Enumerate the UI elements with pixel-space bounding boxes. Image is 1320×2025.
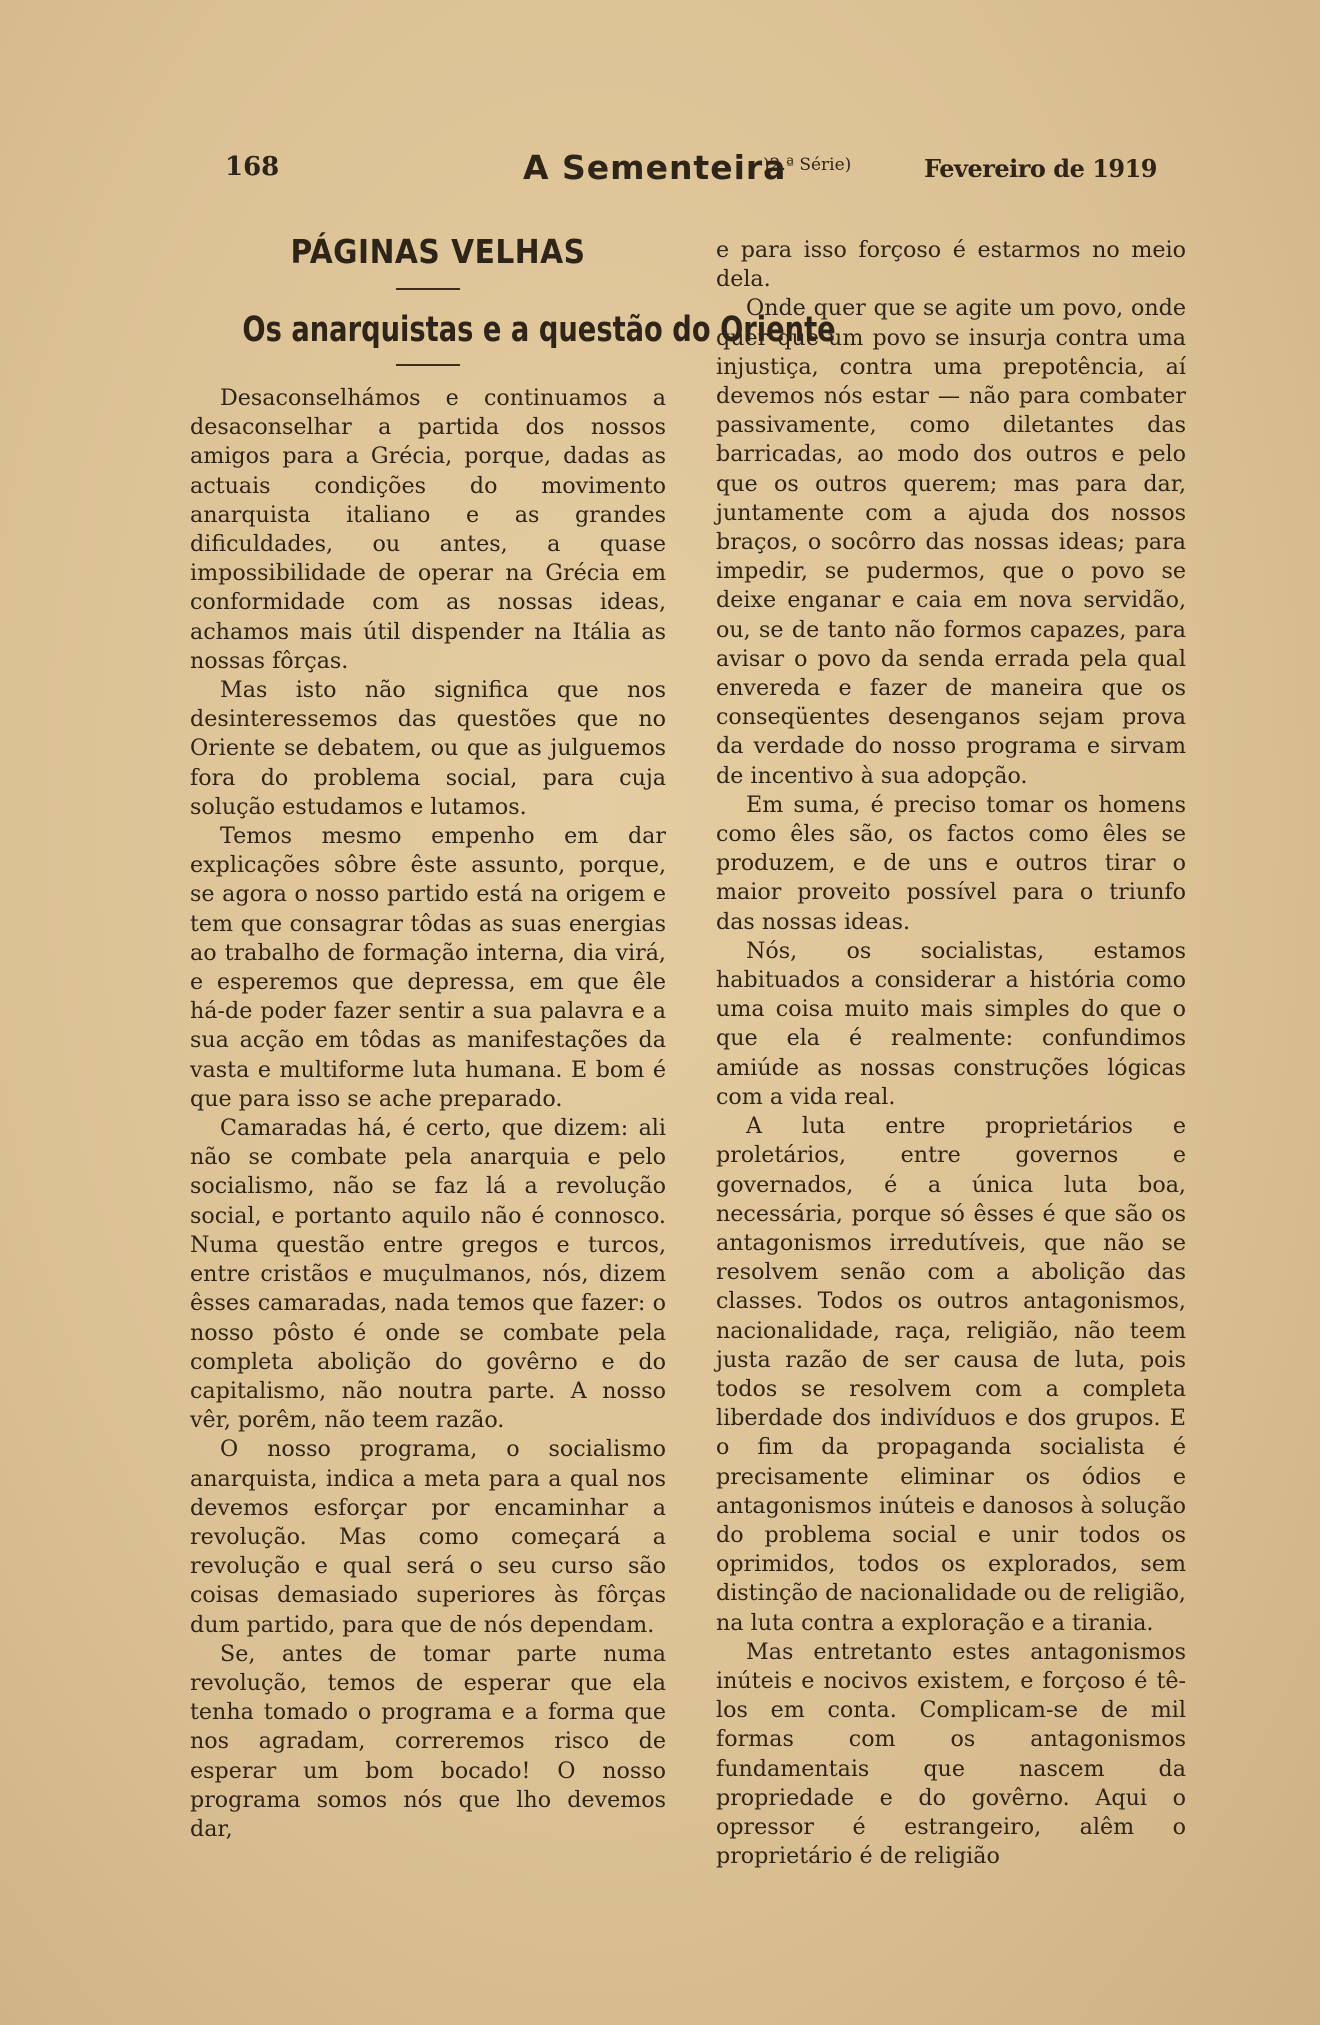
divider-rule bbox=[396, 364, 460, 366]
journal-title: A Sementeira bbox=[523, 148, 787, 187]
paragraph: Camaradas há, é certo, que dizem: ali não se combate pela anarquia e pelo socialismo, não se faz lá a revolução social, e portanto aquilo não é connosco. Numa questão entre gregos e turcos, entre cristãos e muçulmanos, nós, dizem êsses camaradas, nada temos que fazer: o nosso pôsto é onde se combate pela completa abolição do govêrno e do capitalismo, não noutra parte. A nosso vêr, porêm, não teem razão. bbox=[190, 1115, 666, 1434]
section-kicker: PÁGINAS VELHAS bbox=[290, 232, 586, 271]
paragraph: Nós, os socialistas, estamos habituados a considerar a história como uma coisa muito mais simples do que o que ela é realmente: confundimos amiúde as nossas construções lógicas com a vida real. bbox=[716, 937, 1186, 1110]
paragraph: Temos mesmo empenho em dar explicações sôbre êste assunto, porque, se agora o nosso partido está na origem e tem que consagrar tôdas as suas energias ao trabalho de formação interna, dia virá, e esperemos que depressa, em que êle há-de poder fazer sentir a sua palavra e a sua acção em tôdas as manifestações da vasta e multiforme luta humana. E bom é que para isso se ache preparado. bbox=[190, 823, 666, 1112]
paragraph-continued: e para isso forçoso é estarmos no meio dela. bbox=[716, 237, 1186, 293]
divider-rule bbox=[396, 288, 460, 290]
paragraph: Se, antes de tomar parte numa revolução, temos de esperar que ela tenha tomado o programa e a forma que nos agradam, correremos risco de esperar um bom bocado! O nosso programa somos nós que lho devemos dar, bbox=[190, 1640, 666, 1842]
right-column bbox=[716, 236, 1186, 1871]
paragraph: Em suma, é preciso tomar os homens como êles são, os factos como êles se produzem, e de uns e outros tirar o maior proveito possível para o triunfo das nossas ideas. bbox=[716, 791, 1186, 935]
paragraph: Onde quer que se agite um povo, onde quer que um povo se insurja contra uma injustiça, contra uma prepotência, aí devemos nós estar — não para combater passivamente, como diletantes das barricadas, ao modo dos outros e pelo que os outros querem; mas para dar, juntamente com a ajuda dos nossos braços, o socôrro das nossas ideas; para impedir, se pudermos, que o povo se deixe enganar e caia em nova servidão, ou, se de tanto não formos capazes, para avisar o povo da senda errada pela qual envereda e fazer de maneira que os conseqüentes desenganos sejam prova da verdade do nosso programa e sirvam de incentivo à sua adopção. bbox=[716, 295, 1186, 789]
paragraph: O nosso programa, o socialismo anarquista, indica a meta para a qual nos devemos esforçar por encaminhar a revolução. Mas como começará a revolução e qual será o seu curso são coisas demasiado superiores às fôrças dum partido, para que de nós dependam. bbox=[190, 1436, 666, 1638]
paragraph: A luta entre proprietários e proletários, entre governos e governados, é a única luta boa, necessária, porque só êsses é que são os antagonismos irredutíveis, que não se resolvem senão com a abolição das classes. Todos os outros antagonismos, nacionalidade, raça, religião, não teem justa razão de ser causa de luta, pois todos se resolvem com a completa liberdade dos indivíduos e dos grupos. E o fim da propaganda socialista é precisamente eliminar os ódios e antagonismos inúteis e danosos à solução do problema social e unir todos os oprimidos, todos os explorados, sem distinção de nacionalidade ou de religião, na luta contra a exploração e a tirania. bbox=[716, 1113, 1186, 1636]
left-column bbox=[190, 232, 836, 1844]
issue-date: Fevereiro de 1919 bbox=[924, 154, 1157, 183]
page-number: 168 bbox=[225, 152, 280, 182]
paragraph: Mas entretanto estes antagonismos inúteis e nocivos existem, e forçoso é tê-los em conta. Complicam-se de mil formas com os antagonismos fundamentais que nascem da propriedade e do govêrno. Aqui o opressor é estrangeiro, alêm o proprietário é de religião bbox=[716, 1638, 1186, 1870]
paragraph: Desaconselhámos e continuamos a desaconselhar a partida dos nossos amigos para a Grécia, porque, dadas as actuais condições do movimento anarquista italiano e as grandes dificuldades, ou antes, a quase impossibilidade de operar na Grécia em conformidade com as nossas ideas, achamos mais útil dispender na Itália as nossas fôrças. bbox=[190, 385, 666, 674]
paragraph: Mas isto não significa que nos desinteressemos das questões que no Oriente se debatem, ou que as julguemos fora do problema social, para cuja solução estudamos e lutamos. bbox=[190, 677, 666, 820]
series-label: )2.ª Série) bbox=[763, 155, 852, 175]
page-header bbox=[205, 148, 1165, 198]
article-headline: Os anarquistas e a questão do Oriente bbox=[242, 310, 836, 350]
